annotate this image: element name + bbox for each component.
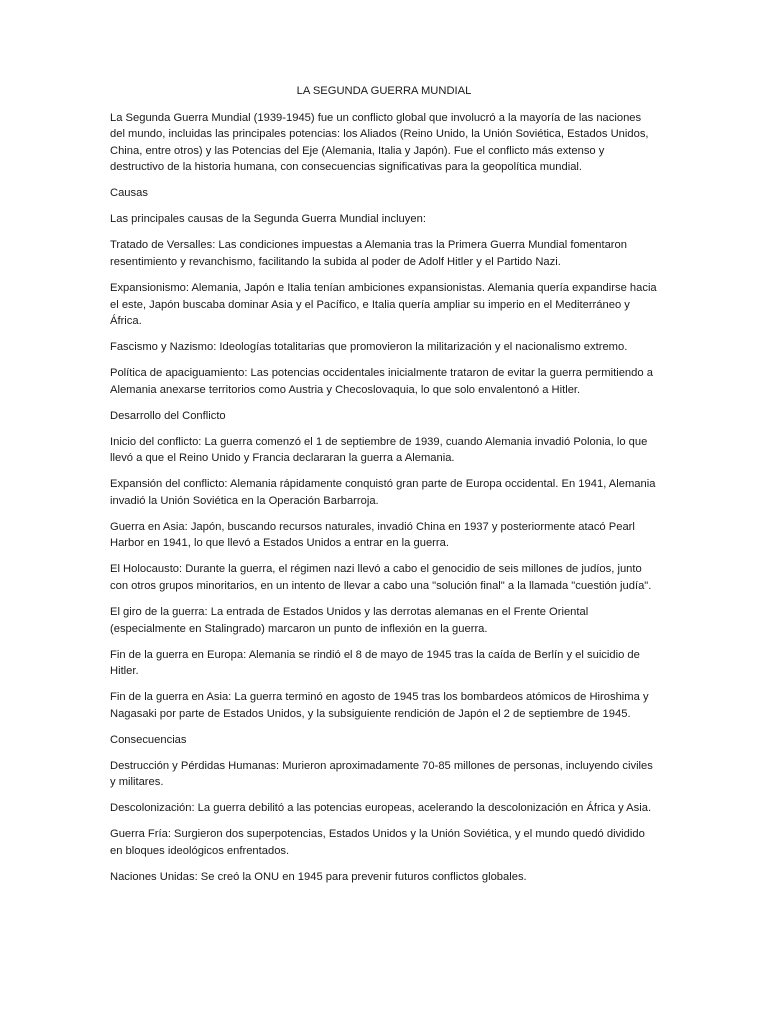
paragraph-intro: La Segunda Guerra Mundial (1939-1945) fue un conflicto global que involucró a la mayoría de las naciones del mundo, incluidas las principales potencias: los Aliados (Reino Unido, la Unión Soviética, Estados Unidos, China, entre otros) y las Potencias del Eje (Alemania, Italia y Japón). Fue el conflicto más extenso y destructivo de la historia humana, con consecuencias significativas para la geopolítica mundial. [110, 111, 649, 174]
paragraph-fin-europa: Fin de la guerra en Europa: Alemania se rindió el 8 de mayo de 1945 tras la caída de Berlín y el suicidio de Hitler. [110, 648, 640, 678]
paragraph-causas-intro: Las principales causas de la Segunda Guerra Mundial incluyen: [110, 213, 426, 226]
paragraph-tratado-versalles: Tratado de Versalles: Las condiciones impuestas a Alemania tras la Primera Guerra Mundial fomentaron resentimiento y revanchismo, facilitando la subida al poder de Adolf Hitler y el Partido Nazi. [110, 239, 627, 268]
paragraph-holocausto: El Holocausto: Durante la guerra, el régimen nazi llevó a cabo el genocidio de seis millones de judíos, junto con otros grupos minoritarios, en un intento de llevar a cabo una "solución final" a la llamada "cuestión judía". [110, 563, 652, 592]
document-title: LA SEGUNDA GUERRA MUNDIAL [296, 85, 472, 97]
paragraph-giro: El giro de la guerra: La entrada de Estados Unidos y las derrotas alemanas en el Frente Oriental (especialmente en Stalingrado) marcaron un punto de inflexión en la guerra. [110, 605, 589, 635]
paragraph-fin-asia: Fin de la guerra en Asia: La guerra terminó en agosto de 1945 tras los bombardeos atómicos de Hiroshima y Nagasaki por parte de Estados Unidos, y la subsiguiente rendición de Japón el 2 de septiembre de 1945. [110, 691, 649, 720]
heading-causas: Causas [110, 187, 148, 200]
paragraph-naciones-unidas: Naciones Unidas: Se creó la ONU en 1945 para prevenir futuros conflictos globales. [110, 870, 527, 883]
paragraph-expansion: Expansión del conflicto: Alemania rápidamente conquistó gran parte de Europa occidental. En 1941, Alemania invadió la Unión Soviética en la Operación Barbarroja. [110, 478, 656, 507]
paragraph-guerra-asia: Guerra en Asia: Japón, buscando recursos naturales, invadió China en 1937 y posteriormente atacó Pearl Harbor en 1941, lo que llevó a Estados Unidos a entrar en la guerra. [110, 520, 635, 550]
paragraph-apaciguamiento: Política de apaciguamiento: Las potencias occidentales inicialmente trataron de evitar la guerra permitiendo a Alemania anexarse territorios como Austria y Checoslovaquia, lo que solo envalentonó a Hitler. [110, 367, 653, 396]
paragraph-fascismo-nazismo: Fascismo y Nazismo: Ideologías totalitarias que promovieron la militarización y el nacionalismo extremo. [110, 341, 628, 354]
document-page [110, 83, 658, 895]
paragraph-inicio: Inicio del conflicto: La guerra comenzó el 1 de septiembre de 1939, cuando Alemania invadió Polonia, lo que llevó a que el Reino Unido y Francia declararan la guerra a Alemania. [110, 435, 648, 465]
paragraph-expansionismo: Expansionismo: Alemania, Japón e Italia tenían ambiciones expansionistas. Alemania quería expandirse hacia el este, Japón buscaba dominar Asia y el Pacífico, e Italia quería ampliar su imperio en el Mediterráneo y África. [110, 281, 657, 328]
paragraph-destruccion: Destrucción y Pérdidas Humanas: Murieron aproximadamente 70-85 millones de personas, incluyendo civiles y militares. [110, 759, 653, 789]
paragraph-guerra-fria: Guerra Fría: Surgieron dos superpotencias, Estados Unidos y la Unión Soviética, y el mundo quedó dividido en bloques ideológicos enfrentados. [110, 828, 645, 857]
heading-desarrollo: Desarrollo del Conflicto [110, 409, 226, 422]
heading-consecuencias: Consecuencias [110, 733, 187, 746]
paragraph-descolonizacion: Descolonización: La guerra debilitó a las potencias europeas, acelerando la descolonización en África y Asia. [110, 802, 652, 815]
